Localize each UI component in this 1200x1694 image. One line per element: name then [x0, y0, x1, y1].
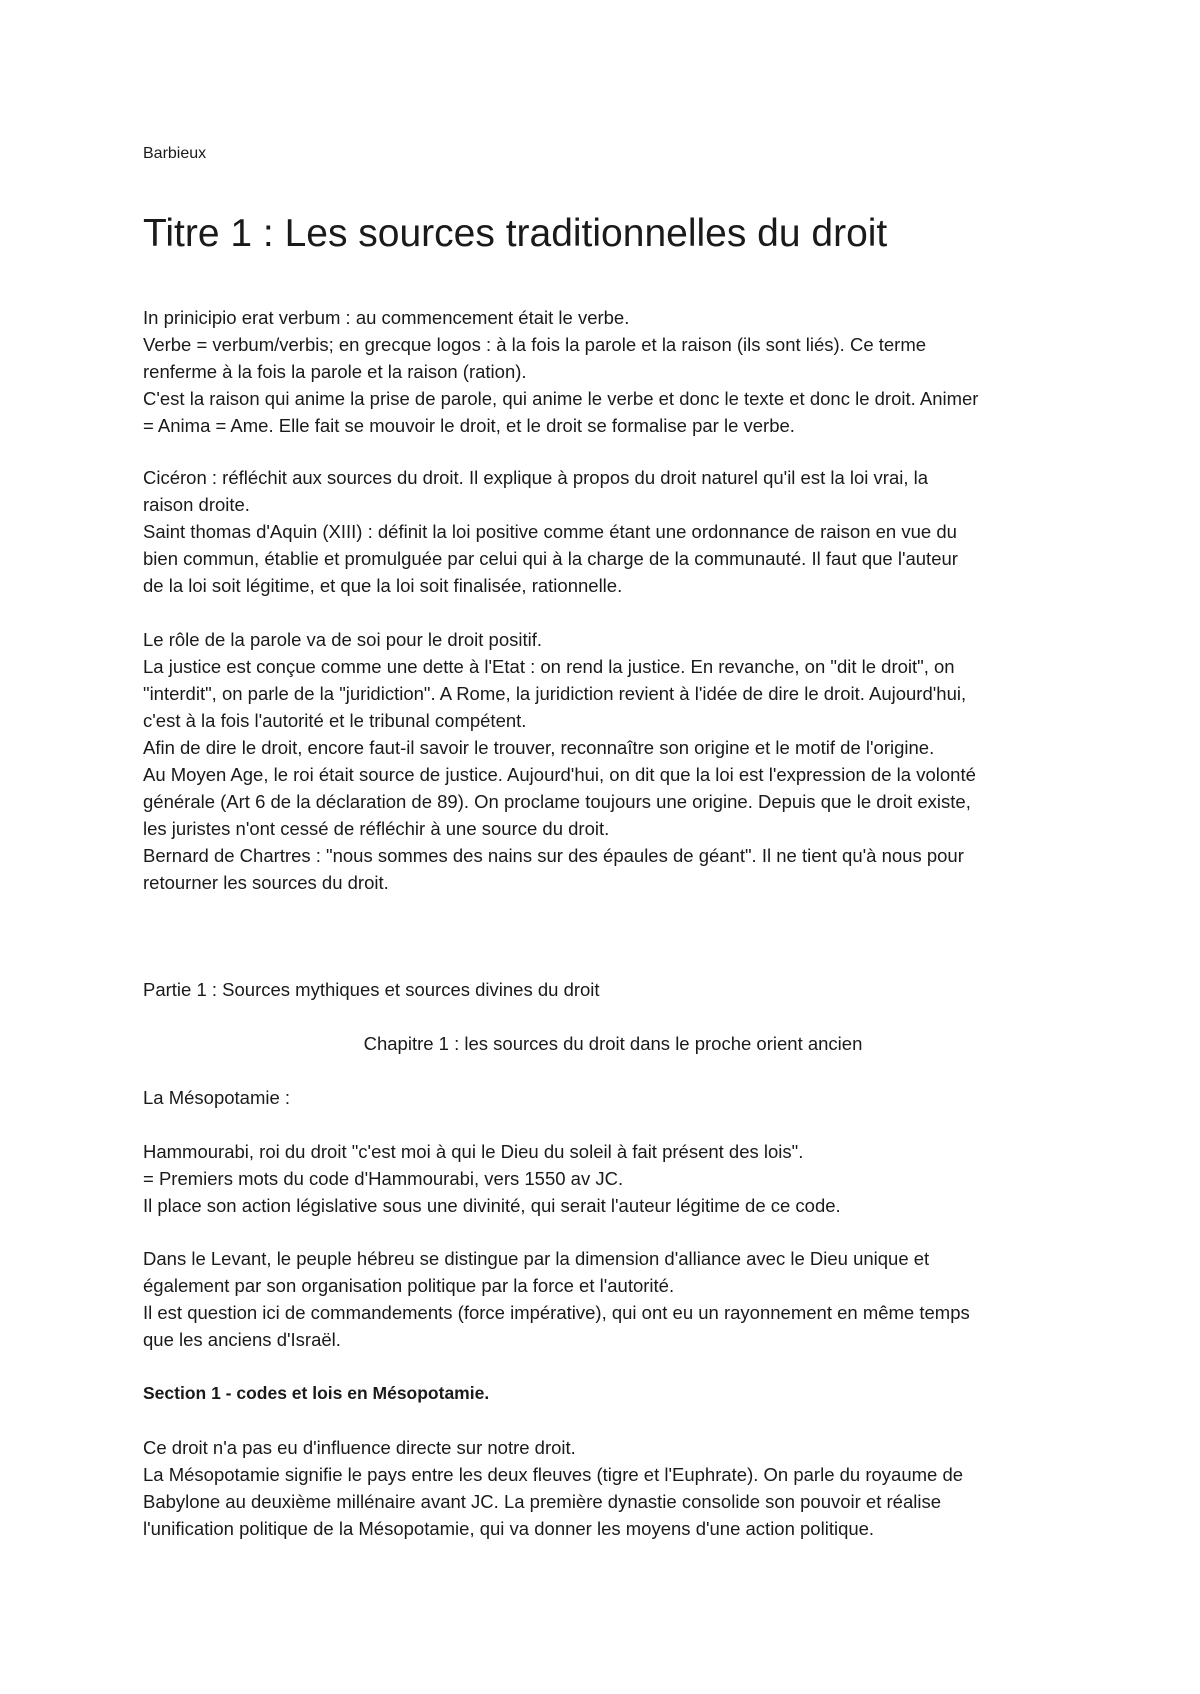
text-line: Le rôle de la parole va de soi pour le droit positif.: [143, 629, 543, 650]
text-line: que les anciens d'Israël.: [143, 1329, 341, 1350]
paragraph-parole: [143, 626, 1083, 896]
text-line: In prinicipio erat verbum : au commencement était le verbe.: [143, 307, 630, 328]
text-line: générale (Art 6 de la déclaration de 89). On proclame toujours une origine. Depuis que le droit existe,: [143, 791, 971, 812]
mesopotamie-heading: La Mésopotamie :: [143, 1087, 291, 1108]
paragraph-verbum: [143, 304, 1083, 439]
partie-heading: Partie 1 : Sources mythiques et sources divines du droit: [143, 979, 600, 1000]
paragraph-mesopotamie-droit: [143, 1434, 1083, 1542]
text-line: Ce droit n'a pas eu d'influence directe sur notre droit.: [143, 1437, 576, 1458]
text-line: Hammourabi, roi du droit "c'est moi à qui le Dieu du soleil à fait présent des lois".: [143, 1141, 804, 1162]
text-line: = Anima = Ame. Elle fait se mouvoir le droit, et le droit se formalise par le verbe.: [143, 415, 795, 436]
mesopotamie-heading-block: [143, 1084, 1083, 1111]
document-title: Titre 1 : Les sources traditionnelles du droit: [143, 212, 888, 255]
text-line: bien commun, établie et promulguée par celui qui à la charge de la communauté. Il faut que l'auteur: [143, 548, 958, 569]
text-line: Babylone au deuxième millénaire avant JC. La première dynastie consolide son pouvoir et réalise: [143, 1491, 942, 1512]
text-line: raison droite.: [143, 494, 250, 515]
text-line: La justice est conçue comme une dette à l'Etat : on rend la justice. En revanche, on "dit le droit", on: [143, 656, 955, 677]
text-line: Verbe = verbum/verbis; en grecque logos : à la fois la parole et la raison (ils sont liés). Ce terme: [143, 334, 927, 355]
paragraph-levant: [143, 1245, 1083, 1353]
paragraph-ciceron: [143, 464, 1083, 599]
text-line: C'est la raison qui anime la prise de parole, qui anime le verbe et donc le texte et donc le droit. Animer: [143, 388, 979, 409]
text-line: Dans le Levant, le peuple hébreu se distingue par la dimension d'alliance avec le Dieu unique et: [143, 1248, 930, 1269]
text-line: de la loi soit légitime, et que la loi soit finalisée, rationnelle.: [143, 575, 623, 596]
text-line: les juristes n'ont cessé de réfléchir à une source du droit.: [143, 818, 610, 839]
text-line: l'unification politique de la Mésopotamie, qui va donner les moyens d'une action politique.: [143, 1518, 875, 1539]
section-heading-block: [143, 1380, 1083, 1407]
chapitre-heading: Chapitre 1 : les sources du droit dans le proche orient ancien: [363, 1033, 863, 1054]
text-line: Cicéron : réfléchit aux sources du droit. Il explique à propos du droit naturel qu'il est la loi vrai, la: [143, 467, 929, 488]
text-line: renferme à la fois la parole et la raison (ration).: [143, 361, 527, 382]
text-line: c'est à la fois l'autorité et le tribunal compétent.: [143, 710, 527, 731]
paragraph-hammourabi: [143, 1138, 1083, 1219]
text-line: = Premiers mots du code d'Hammourabi, vers 1550 av JC.: [143, 1168, 624, 1189]
text-line: La Mésopotamie signifie le pays entre les deux fleuves (tigre et l'Euphrate). On parle du royaume de: [143, 1464, 964, 1485]
text-line: Au Moyen Age, le roi était source de justice. Aujourd'hui, on dit que la loi est l'expression de la volonté: [143, 764, 976, 785]
section-heading: Section 1 - codes et lois en Mésopotamie.: [143, 1383, 490, 1403]
text-line: Saint thomas d'Aquin (XIII) : définit la loi positive comme étant une ordonnance de raison en vue du: [143, 521, 957, 542]
text-line: "interdit", on parle de la "juridiction". A Rome, la juridiction revient à l'idée de dire le droit. Aujourd'hui,: [143, 683, 967, 704]
text-line: Il est question ici de commandements (force impérative), qui ont eu un rayonnement en même temps: [143, 1302, 970, 1323]
text-line: Afin de dire le droit, encore faut-il savoir le trouver, reconnaître son origine et le motif de l'origine.: [143, 737, 935, 758]
text-line: Bernard de Chartres : "nous sommes des nains sur des épaules de géant". Il ne tient qu'à nous pour: [143, 845, 964, 866]
author-name: Barbieux: [143, 145, 207, 162]
text-line: retourner les sources du droit.: [143, 872, 389, 893]
partie-heading-block: [143, 976, 1083, 1003]
text-line: également par son organisation politique par la force et l'autorité.: [143, 1275, 675, 1296]
text-line: Il place son action législative sous une divinité, qui serait l'auteur légitime de ce code.: [143, 1195, 841, 1216]
